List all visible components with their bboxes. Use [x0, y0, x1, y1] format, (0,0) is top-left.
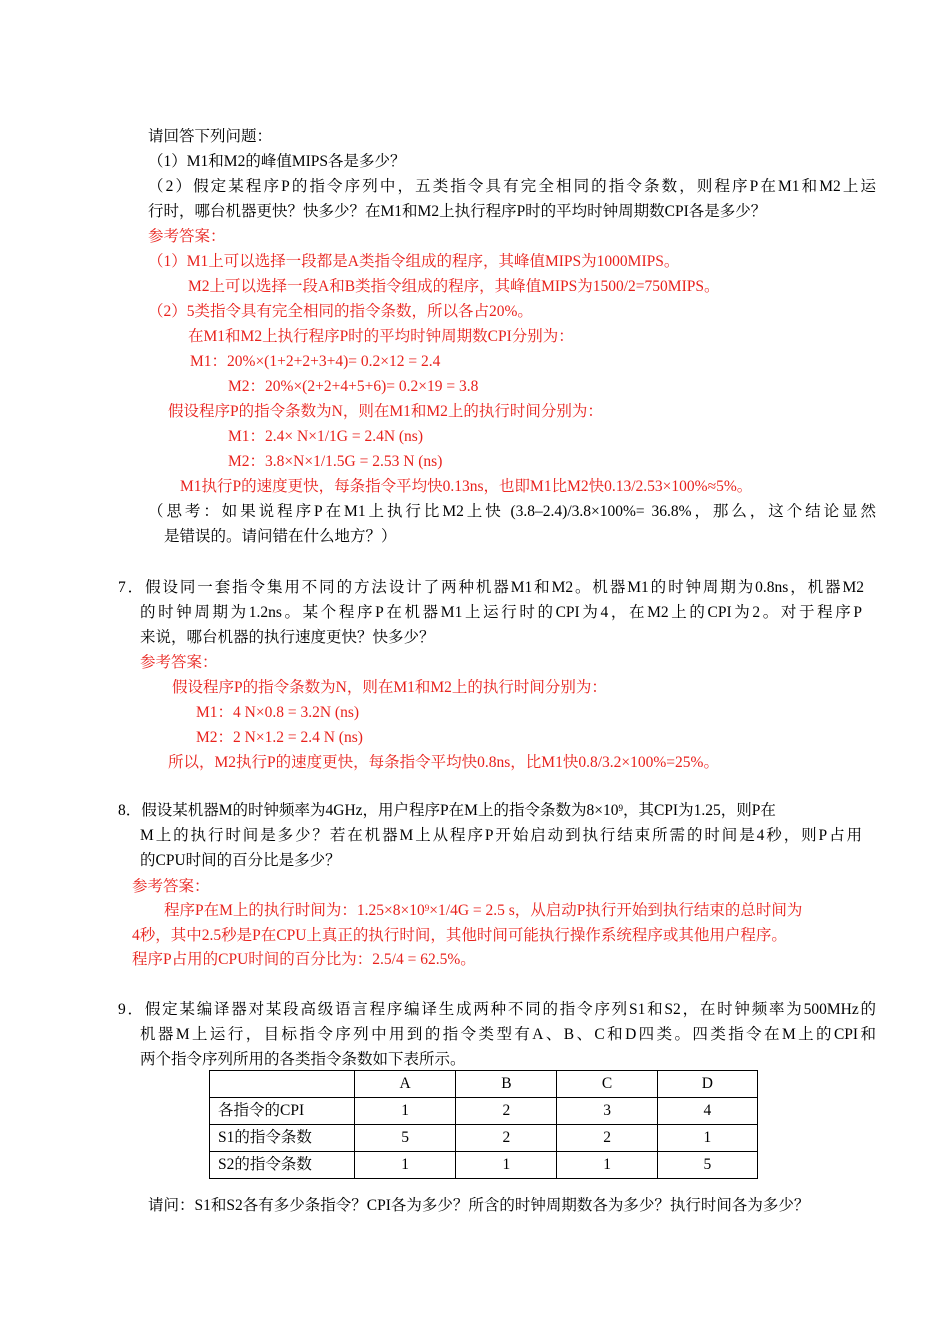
table-row-label: S1的指令条数	[210, 1125, 355, 1152]
table-cell: 5	[657, 1152, 757, 1179]
thinking-note-line-2: 是错误的。请问错在什么地方？）	[164, 528, 397, 545]
table-cell: 1	[355, 1098, 456, 1125]
question-part-2-line-2: 行时，哪台机器更快？快多少？在M1和M2上执行程序P时的平均时钟周期数CPI各是多少？	[148, 203, 767, 220]
question-8-line-2: M上的执行时间是多少？若在机器M上从程序P开始启动到执行结束所需的时间是4秒，则P占用	[140, 827, 862, 844]
answer-line: 程序P占用的CPU时间的百分比为：2.5/4 = 62.5%。	[132, 951, 476, 968]
answer-line: M1执行P的速度更快，每条指令平均快0.13ns，也即M1比M2快0.13/2.53×100%≈5%。	[180, 478, 753, 495]
table-cell: 2	[456, 1098, 557, 1125]
table-row	[210, 1098, 758, 1125]
answer-line: 假设程序P的指令条数为N，则在M1和M2上的执行时间分别为：	[168, 403, 603, 420]
table-header-cell: B	[456, 1071, 557, 1098]
question-part-1: （1）M1和M2的峰值MIPS各是多少？	[148, 153, 406, 170]
question-9-line-1: 9．假定某编译器对某段高级语言程序编译生成两种不同的指令序列S1和S2，在时钟频率为500MHz的	[118, 1001, 876, 1018]
answer-line: M2上可以选择一段A和B类指令组成的程序，其峰值MIPS为1500/2=750MIPS。	[188, 278, 720, 295]
answer-formula: M2：20%×(2+2+4+5+6)= 0.2×19 = 3.8	[228, 378, 479, 395]
answer-formula: M1：20%×(1+2+2+3+4)= 0.2×12 = 2.4	[190, 353, 441, 370]
question-8-line-3: 的CPU时间的百分比是多少？	[140, 852, 341, 869]
answer-heading: 参考答案：	[140, 654, 218, 671]
answer-line: 在M1和M2上执行程序P时的平均时钟周期数CPI分别为：	[188, 328, 574, 345]
question-intro: 请回答下列问题：	[148, 128, 273, 145]
table-cell: 5	[355, 1125, 456, 1152]
table-header-cell	[210, 1071, 355, 1098]
answer-formula: M1：2.4× N×1/1G = 2.4N (ns)	[228, 428, 423, 445]
table-header-row	[210, 1071, 758, 1098]
table-row	[210, 1152, 758, 1179]
instruction-table	[209, 1070, 758, 1179]
answer-formula: M1：4 N×0.8 = 3.2N (ns)	[196, 704, 360, 721]
question-7-line-2: 的时钟周期为1.2ns。某个程序P在机器M1上运行时的CPI为4，在M2上的CPI为2。对于程序P	[140, 604, 862, 621]
table-header-cell: D	[657, 1071, 757, 1098]
answer-line: （2）5类指令具有完全相同的指令条数，所以各占20%。	[148, 303, 533, 320]
table-row-label: S2的指令条数	[210, 1152, 355, 1179]
question-part-2-line-1: （2）假定某程序P的指令序列中，五类指令具有完全相同的指令条数，则程序P在M1和M2上运	[148, 178, 876, 195]
question-7-line-3: 来说，哪台机器的执行速度更快？快多少？	[140, 629, 435, 646]
table-row-label: 各指令的CPI	[210, 1098, 355, 1125]
table-cell: 1	[557, 1152, 657, 1179]
answer-line: 假设程序P的指令条数为N，则在M1和M2上的执行时间分别为：	[172, 679, 607, 696]
answer-formula: M2：3.8×N×1/1.5G = 2.53 N (ns)	[228, 453, 443, 470]
answer-formula: M2：2 N×1.2 = 2.4 N (ns)	[196, 729, 363, 746]
table-cell: 1	[657, 1125, 757, 1152]
answer-line: 4秒，其中2.5秒是P在CPU上真正的执行时间，其他时间可能执行操作系统程序或其他用户程序。	[132, 927, 787, 944]
answer-line: 程序P在M上的执行时间为：$1.25\times 8\times 10^9\times 1/4G = 2.5$ s，从启动P执行开始到执行结束的总时间为	[164, 902, 803, 919]
table-cell: 3	[557, 1098, 657, 1125]
answer-line: 所以，M2执行P的速度更快，每条指令平均快0.8ns，比M1快0.8/3.2×100%=25%。	[168, 754, 719, 771]
table-cell: 4	[657, 1098, 757, 1125]
question-7-line-1: 7．假设同一套指令集用不同的方法设计了两种机器M1和M2。机器M1的时钟周期为0.8ns，机器M2	[118, 579, 864, 596]
table-cell: 2	[456, 1125, 557, 1152]
answer-heading: 参考答案：	[148, 228, 226, 245]
answer-line: （1）M1上可以选择一段都是A类指令组成的程序，其峰值MIPS为1000MIPS。	[148, 253, 680, 270]
question-9-prompt: 请问：S1和S2各有多少条指令？CPI各为多少？所含的时钟周期数各为多少？执行时间各为多少？	[148, 1197, 810, 1214]
table-cell: 2	[557, 1125, 657, 1152]
table-row	[210, 1125, 758, 1152]
thinking-note-line-1: （思考：如果说程序P在M1上执行比M2上快 (3.8–2.4)/3.8×100%= 36.8%，那么，这个结论显然	[148, 503, 876, 520]
answer-heading: 参考答案：	[132, 878, 210, 895]
table-cell: 1	[456, 1152, 557, 1179]
table-header-cell: C	[557, 1071, 657, 1098]
question-8-line-1: 8．假设某机器M的时钟频率为4GHz，用户程序P在M上的指令条数为$8\times 10^9$，其CPI为1.25，则P在	[118, 802, 776, 819]
question-9-line-3: 两个指令序列所用的各类指令条数如下表所示。	[140, 1051, 466, 1068]
question-9-line-2: 机器M上运行，目标指令序列中用到的指令类型有A、B、C和D四类。四类指令在M上的CPI和	[140, 1026, 876, 1043]
table-header-cell: A	[355, 1071, 456, 1098]
table-cell: 1	[355, 1152, 456, 1179]
